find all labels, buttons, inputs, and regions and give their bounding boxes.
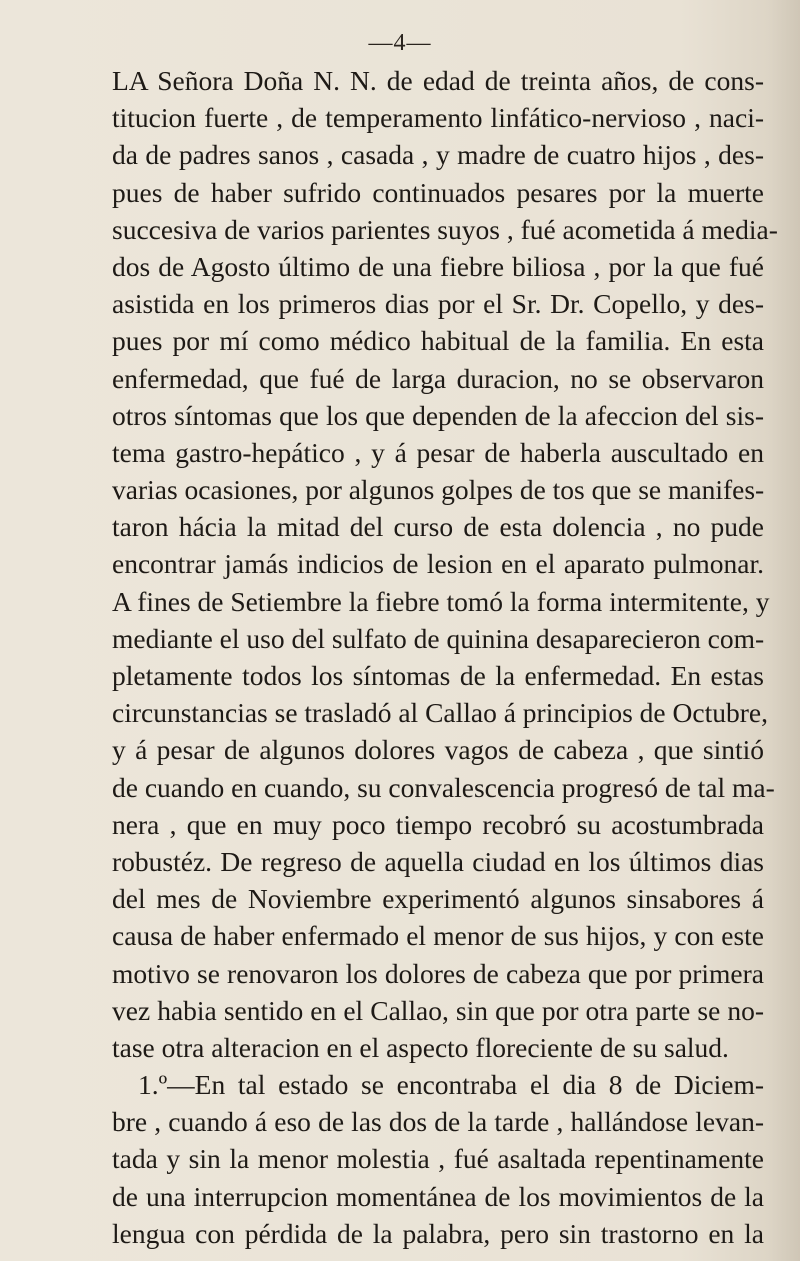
text-line: pues de haber sufrido continuados pesares por la muerte xyxy=(112,176,764,208)
text-line: pues por mí como médico habitual de la familia. En esta xyxy=(112,325,764,357)
text-line: 1.º—En tal estado se encontraba el dia 8 de Diciem- xyxy=(138,1069,764,1101)
page-number: —4— xyxy=(368,30,432,56)
text-line: asistida en los primeros dias por el Sr. Dr. Copello, y des- xyxy=(112,288,764,320)
text-line: taron hácia la mitad del curso de esta dolencia , no pude xyxy=(112,511,764,543)
text-line: de cuando en cuando, su convalescencia progresó de tal ma- xyxy=(112,771,775,803)
text-line: mediante el uso del sulfato de quinina desaparecieron com- xyxy=(112,622,765,654)
text-line: de una interrupcion momentánea de los movimientos de la xyxy=(112,1180,764,1212)
text-line: da de padres sanos , casada , y madre de cuatro hijos , des- xyxy=(112,139,764,171)
text-line: varias ocasiones, por algunos golpes de tos que se manifes- xyxy=(112,474,765,506)
text-line: lengua con pérdida de la palabra, pero sin trastorno en la xyxy=(112,1217,764,1249)
text-line: robustéz. De regreso de aquella ciudad en los últimos dias xyxy=(112,845,764,877)
text-line: succesiva de varios parientes suyos , fué acometida á media- xyxy=(112,213,778,245)
text-line: enfermedad, que fué de larga duracion, no se observaron xyxy=(112,362,764,394)
text-line: vez habia sentido en el Callao, sin que por otra parte se no- xyxy=(112,994,764,1026)
text-line: titucion fuerte , de temperamento linfático-nervioso , naci- xyxy=(112,102,764,134)
text-line: tema gastro-hepático , y á pesar de haberla auscultado en xyxy=(112,436,764,468)
text-line: del mes de Noviembre experimentó algunos sinsabores á xyxy=(112,883,764,915)
text-line: nera , que en muy poco tiempo recobró su acostumbrada xyxy=(112,808,764,840)
body-text xyxy=(112,62,778,1252)
text-line: otros síntomas que los que dependen de la afeccion del sis- xyxy=(112,399,764,431)
text-line: encontrar jamás indicios de lesion en el aparato pulmonar. xyxy=(112,548,764,580)
text-line: tase otra alteracion en el aspecto floreciente de su salud. xyxy=(112,1031,729,1063)
text-line: bre , cuando á eso de las dos de la tarde , hallándose levan- xyxy=(112,1106,764,1138)
text-line: dos de Agosto último de una fiebre biliosa , por la que fué xyxy=(112,250,764,282)
text-line: LA Señora Doña N. N. de edad de treinta años, de cons- xyxy=(112,65,764,96)
text-line: motivo se renovaron los dolores de cabeza que por primera xyxy=(112,957,764,989)
text-line: y á pesar de algunos dolores vagos de cabeza , que sintió xyxy=(112,734,764,766)
text-line: pletamente todos los síntomas de la enfermedad. En estas xyxy=(112,660,764,691)
text-line: circunstancias se trasladó al Callao á principios de Octubre, xyxy=(112,697,768,729)
text-line: A fines de Setiembre la fiebre tomó la forma intermitente, y xyxy=(112,585,770,617)
text-line: tada y sin la menor molestia , fué asaltada repentinamente xyxy=(112,1143,764,1175)
text-line: causa de haber enfermado el menor de sus hijos, y con este xyxy=(112,920,764,952)
